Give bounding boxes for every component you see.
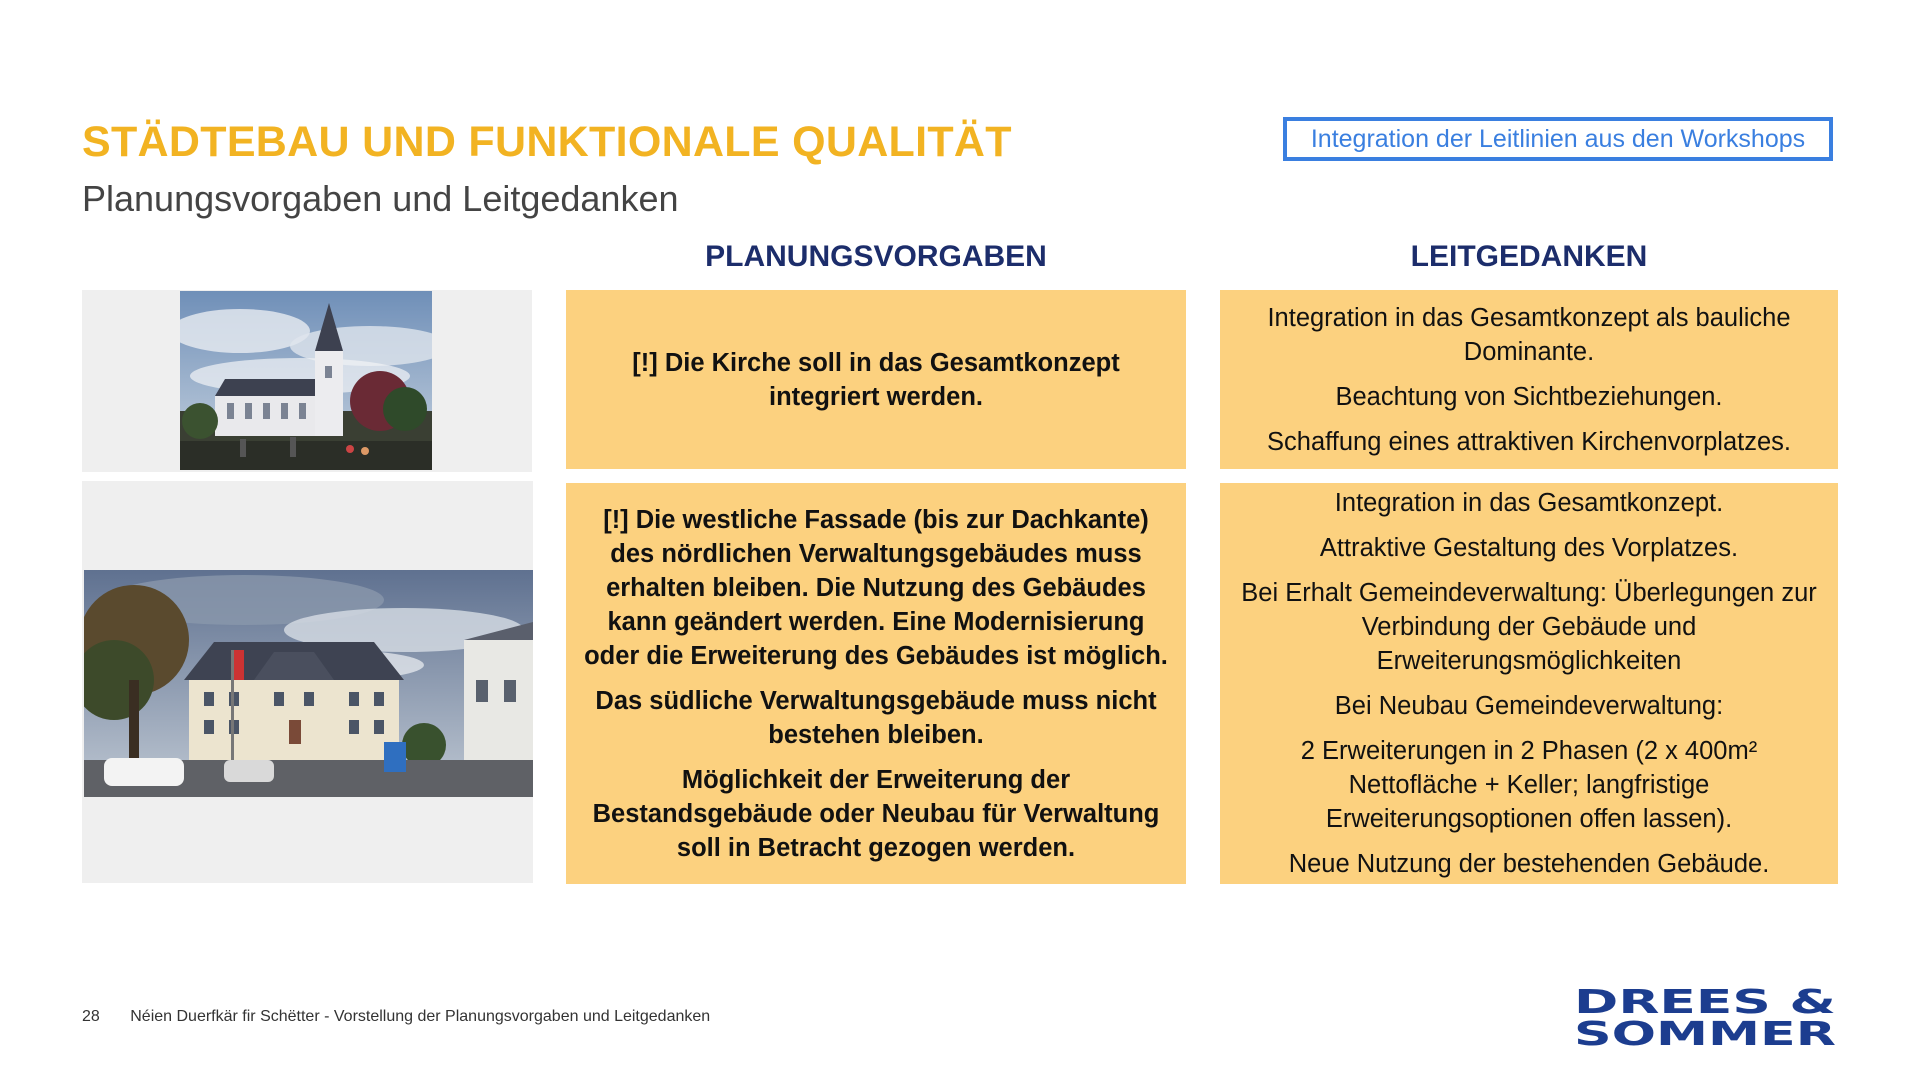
vorgaben-box-administration bbox=[566, 483, 1186, 884]
slide-subtitle: Planungsvorgaben und Leitgedanken bbox=[82, 178, 679, 219]
church-photo bbox=[180, 291, 432, 470]
image-panel-church bbox=[82, 290, 532, 472]
footer bbox=[82, 1008, 710, 1026]
column-heading-planungsvorgaben: PLANUNGSVORGABEN bbox=[705, 240, 1047, 273]
vorgaben-administration-item: [!] Die westliche Fassade (bis zur Dachkante) des nördlichen Verwaltungsgebäudes muss erhalten bleiben. Die Nutzung des Gebäudes kann geändert werden. Eine Modernisierung oder die Erweiterung des Gebäudes ist möglich. bbox=[584, 505, 1168, 670]
slide-title: STÄDTEBAU UND FUNKTIONALE QUALITÄT bbox=[82, 118, 1012, 166]
vorgaben-church-text: [!] Die Kirche soll in das Gesamtkonzept integriert werden. bbox=[632, 348, 1120, 411]
page-number: 28 bbox=[82, 1008, 100, 1025]
leitgedanken-administration-item: 2 Erweiterungen in 2 Phasen (2 x 400m² Nettofläche + Keller; langfristige Erweiterungsoptionen offen lassen). bbox=[1300, 737, 1758, 833]
administration-building-photo bbox=[84, 570, 533, 797]
leitgedanken-box-administration bbox=[1220, 483, 1838, 884]
workshop-tag: Integration der Leitlinien aus den Workshops bbox=[1283, 117, 1833, 161]
drees-sommer-logo bbox=[1574, 985, 1838, 1047]
leitgedanken-administration-item: Attraktive Gestaltung des Vorplatzes. bbox=[1319, 534, 1739, 562]
leitgedanken-box-church bbox=[1220, 290, 1838, 469]
image-panel-administration bbox=[82, 481, 533, 883]
leitgedanken-church-item: Schaffung eines attraktiven Kirchenvorplatzes. bbox=[1267, 427, 1791, 456]
vorgaben-administration-item: Möglichkeit der Erweiterung der Bestandsgebäude oder Neubau für Verwaltung soll in Betracht gezogen werden. bbox=[592, 765, 1160, 862]
footer-text: Néien Duerfkär fir Schëtter - Vorstellung der Planungsvorgaben und Leitgedanken bbox=[130, 1008, 711, 1025]
leitgedanken-administration-item: Bei Neubau Gemeindeverwaltung: bbox=[1334, 692, 1724, 720]
leitgedanken-administration-item: Neue Nutzung der bestehenden Gebäude. bbox=[1288, 850, 1770, 878]
logo-line-2: SOMMER bbox=[1574, 1014, 1836, 1047]
leitgedanken-administration-item: Integration in das Gesamtkonzept. bbox=[1334, 489, 1724, 517]
leitgedanken-church-item: Integration in das Gesamtkonzept als bauliche Dominante. bbox=[1267, 303, 1791, 366]
logo-line-1: DREES & bbox=[1574, 985, 1836, 1021]
column-heading-leitgedanken: LEITGEDANKEN bbox=[1410, 240, 1648, 273]
leitgedanken-church-item: Beachtung von Sichtbeziehungen. bbox=[1335, 382, 1723, 411]
leitgedanken-administration-item: Bei Erhalt Gemeindeverwaltung: Überlegungen zur Verbindung der Gebäude und Erweiterungsmöglichkeiten bbox=[1241, 579, 1817, 675]
vorgaben-box-church bbox=[566, 290, 1186, 469]
vorgaben-administration-item: Das südliche Verwaltungsgebäude muss nicht bestehen bleiben. bbox=[595, 686, 1157, 749]
